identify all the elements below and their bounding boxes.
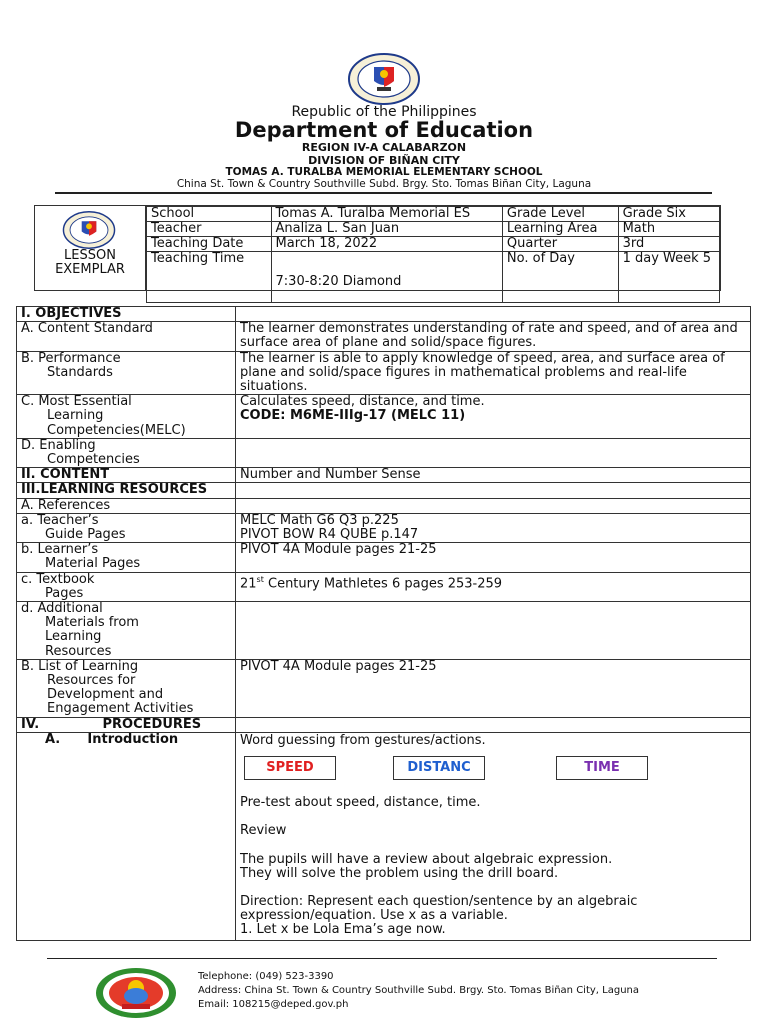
info-key: Teaching Date <box>147 237 272 252</box>
info-row <box>147 222 720 237</box>
info-value: 7:30-8:20 Diamond <box>271 252 502 303</box>
school-address: China St. Town & Country Southville Subd. Brgy. Sto. Tomas Biñan City, Laguna <box>176 178 592 190</box>
objectives-heading: I. OBJECTIVES <box>17 307 236 322</box>
table-row <box>17 543 751 572</box>
list-resources-label-4: Engagement Activities <box>47 701 194 717</box>
word-speed-box: SPEED <box>244 756 336 780</box>
additional-materials-label: d. Additional <box>21 601 103 617</box>
table-row <box>17 351 751 395</box>
school-logo-icon <box>92 966 180 1020</box>
deped-seal-icon <box>347 53 421 105</box>
content-heading: II. CONTENT <box>17 468 236 483</box>
table-row <box>17 572 751 601</box>
textbook-label-2: Pages <box>45 585 84 601</box>
word-boxes <box>240 748 746 796</box>
content-text: Number and Number Sense <box>236 468 751 483</box>
word-time-box: TIME <box>556 756 648 780</box>
melc-text: Calculates speed, distance, and time. <box>240 394 485 410</box>
info-value: Analiza L. San Juan <box>271 222 502 237</box>
table-row <box>17 468 751 483</box>
melc-label: C. Most Essential <box>21 394 132 410</box>
info-key: Learning Area <box>502 222 618 237</box>
info-row <box>147 207 720 222</box>
lesson-plan-table <box>16 306 751 941</box>
info-key: Grade Level <box>502 207 618 222</box>
word-distance-box: DISTANC <box>393 756 485 780</box>
performance-standard-text: The learner is able to apply knowledge of speed, area, and surface area of plane and solid/space figures in mathematical problems and real-life situations. <box>236 351 751 395</box>
info-value: Math <box>618 222 719 237</box>
list-resources-text: PIVOT 4A Module pages 21-25 <box>236 659 751 717</box>
resources-heading: III.LEARNING RESOURCES <box>17 483 236 498</box>
info-value: Tomas A. Turalba Memorial ES <box>271 207 502 222</box>
info-key: No. of Day <box>502 252 618 303</box>
review-text-1: The pupils will have a review about algebraic expression. <box>240 851 613 867</box>
procedures-heading: IV. PROCEDURES <box>17 717 236 732</box>
table-row <box>17 438 751 467</box>
header-divider <box>55 192 712 194</box>
learners-material-label: b. Learner’s <box>21 542 99 558</box>
lesson-label: LESSON <box>64 248 116 263</box>
region-title: REGION IV-A CALABARZON <box>301 141 467 154</box>
list-resources-label-3: Development and <box>47 687 164 703</box>
info-value: Grade Six <box>618 207 719 222</box>
pretest-text: Pre-test about speed, distance, time. <box>240 795 481 811</box>
table-row <box>17 602 751 660</box>
list-resources-label-2: Resources for <box>47 673 136 689</box>
info-value: March 18, 2022 <box>271 237 502 252</box>
melc-code: CODE: M6ME-IIIg-17 (MELC 11) <box>240 408 466 424</box>
performance-label: B. Performance <box>21 350 121 366</box>
teachers-guide-ref-1: MELC Math G6 Q3 p.225 <box>240 512 399 528</box>
table-row <box>17 732 751 940</box>
info-value: 3rd <box>618 237 719 252</box>
introduction-text: Word guessing from gestures/actions. <box>240 732 486 748</box>
introduction-label: A. Introduction <box>17 732 236 940</box>
table-row <box>17 395 751 439</box>
performance-label-2: Standards <box>47 364 113 380</box>
department-title: Department of Education <box>234 118 534 142</box>
school-title: TOMAS A. TURALBA MEMORIAL ELEMENTARY SCHOOL <box>225 166 543 178</box>
info-value: 1 day Week 5 <box>618 252 719 303</box>
content-standard-text: The learner demonstrates understanding of rate and speed, and of area and surface area of plane and solid/space figures. <box>236 322 751 351</box>
table-row <box>17 483 751 498</box>
textbook-label: c. Textbook <box>21 571 95 587</box>
footer-divider <box>47 958 717 959</box>
table-row <box>17 322 751 351</box>
teachers-guide-label: a. Teacher’s <box>21 512 99 528</box>
exemplar-label: EXEMPLAR <box>55 262 125 277</box>
review-text-2: They will solve the problem using the drill board. <box>240 865 559 881</box>
enabling-label: D. Enabling <box>21 437 96 453</box>
item-1-text: 1. Let x be Lola Ema’s age now. <box>240 922 446 938</box>
table-row <box>17 659 751 717</box>
melc-label-3: Competencies(MELC) <box>47 422 186 438</box>
references-label: A. References <box>17 498 236 513</box>
info-row <box>147 252 720 303</box>
table-row <box>17 513 751 542</box>
teachers-guide-ref-2: PIVOT BOW R4 QUBE p.147 <box>240 527 419 543</box>
lesson-info-table <box>146 206 720 303</box>
review-heading: Review <box>240 823 287 839</box>
additional-materials-label-2: Materials from <box>45 615 139 631</box>
footer-email: Email: 108215@deped.gov.ph <box>198 999 349 1010</box>
info-key: Teaching Time <box>147 252 272 303</box>
direction-text: Direction: Represent each question/sentence by an algebraic expression/equation. Use x as a variable. <box>240 893 638 924</box>
learners-material-ref: PIVOT 4A Module pages 21-25 <box>236 543 751 572</box>
info-row <box>147 237 720 252</box>
content-standard-label: A. Content Standard <box>17 322 236 351</box>
table-row <box>17 498 751 513</box>
teachers-guide-label-2: Guide Pages <box>45 527 126 543</box>
learners-material-label-2: Material Pages <box>45 556 141 572</box>
list-resources-label: B. List of Learning <box>21 658 139 674</box>
enabling-label-2: Competencies <box>47 452 140 468</box>
deped-seal-icon <box>62 210 116 250</box>
table-row <box>17 717 751 732</box>
lesson-info-box <box>34 205 721 291</box>
additional-materials-label-3: Learning <box>45 629 102 645</box>
republic-title: Republic of the Philippines <box>291 104 477 120</box>
textbook-ref: 21st Century Mathletes 6 pages 253-259 <box>236 572 751 601</box>
table-row <box>17 307 751 322</box>
additional-materials-label-4: Resources <box>45 643 112 659</box>
lesson-logo-cell <box>35 206 146 290</box>
info-key: School <box>147 207 272 222</box>
info-key: Teacher <box>147 222 272 237</box>
division-title: DIVISION OF BIÑAN CITY <box>308 154 460 167</box>
info-key: Quarter <box>502 237 618 252</box>
melc-label-2: Learning <box>47 408 104 424</box>
footer-address: Address: China St. Town & Country Southville Subd. Brgy. Sto. Tomas Biñan City, Laguna <box>198 985 640 996</box>
footer-telephone: Telephone: (049) 523-3390 <box>198 971 334 982</box>
